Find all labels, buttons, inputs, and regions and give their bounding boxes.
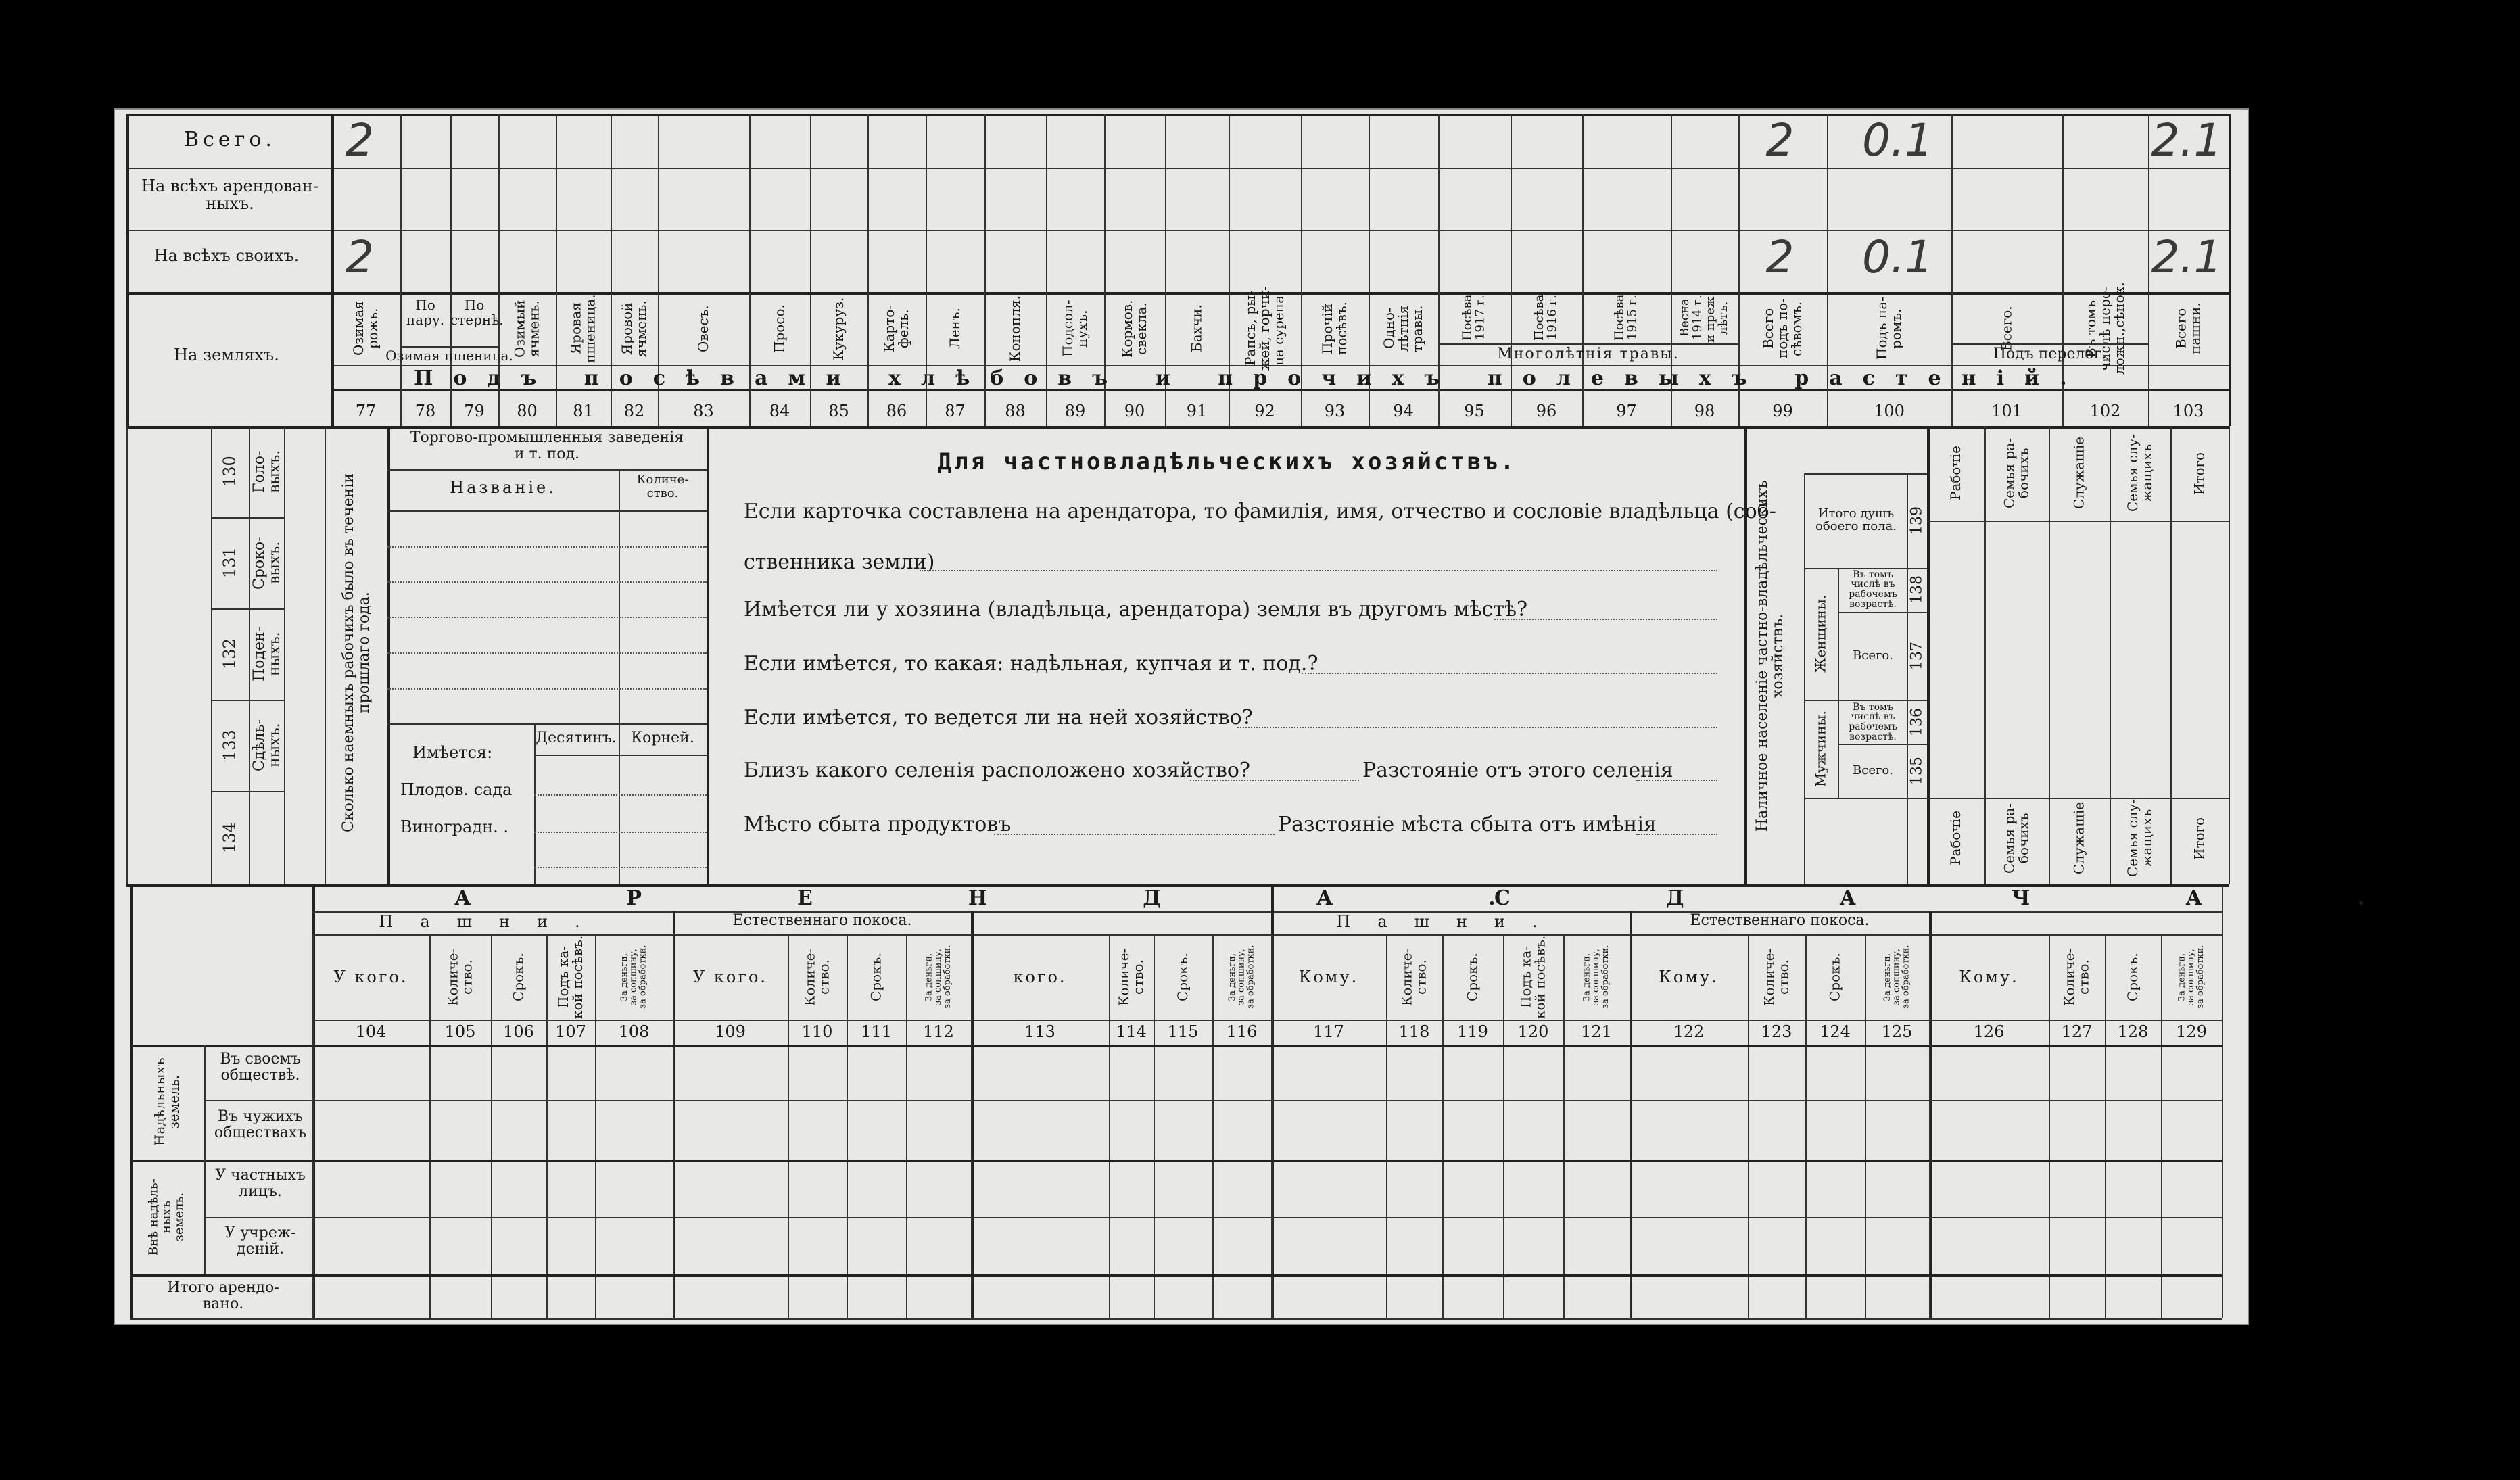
population-number: 136	[1908, 708, 1926, 736]
rule-line	[1951, 343, 2148, 345]
col-number: 100	[1874, 402, 1905, 421]
rule-line	[2110, 426, 2111, 884]
bottom-col-label: За деньги, за сопшину, за обработки.	[924, 945, 953, 1009]
bottom-col-label: Подъ ка- кой посѣвъ.	[555, 935, 586, 1019]
question-owner-b: ственника земли)	[744, 550, 935, 574]
rule-line	[1804, 473, 1805, 884]
rule-line	[1838, 612, 1927, 613]
worker-category-label: Рабочіе	[1947, 811, 1964, 866]
row-u-chastnykh: У частныхъ лицъ.	[215, 1167, 306, 1201]
workers-hired-label: Сколько наемныхъ рабочихъ было въ теченіи прошлаго года.	[339, 473, 373, 832]
rule-line	[1804, 700, 1927, 701]
private-estates-title: Для частновладѣльческихъ хозяйствъ.	[937, 448, 1517, 475]
col-number: 93	[1324, 402, 1346, 421]
worker-category-label: Итого	[2191, 452, 2208, 495]
rule-line	[619, 723, 620, 884]
rule-line	[387, 510, 707, 512]
rule-line	[1237, 727, 1717, 728]
rule-line	[130, 886, 133, 1318]
rule-line	[1927, 521, 2229, 522]
rule-line	[126, 426, 2229, 429]
bottom-col-number: 110	[801, 1022, 833, 1041]
pod-perelog-label: Подъ перелог.	[1993, 345, 2107, 362]
rule-line	[1804, 473, 1927, 475]
col-label: По пару.	[406, 297, 445, 328]
rule-line	[400, 114, 402, 426]
row-v-svoem: Въ своемъ обществѣ.	[220, 1051, 301, 1084]
rule-line	[387, 688, 707, 690]
rule-line	[1984, 426, 1986, 884]
col-number: 77	[355, 402, 377, 421]
livestock-number: 131	[220, 547, 239, 579]
bottom-col-number: 117	[1313, 1022, 1344, 1041]
col-label: Кормов. свекла.	[1119, 300, 1149, 358]
worker-category-label: Рабочіе	[1947, 446, 1964, 501]
pashni-label: Пашни.	[1336, 912, 1565, 931]
bottom-col-label: Количе- ство.	[444, 948, 475, 1006]
plodov-label: Плодов. сада	[400, 780, 513, 799]
bottom-col-label: За деньги, за сопшину, за обработки.	[1582, 945, 1611, 1009]
rule-line	[126, 168, 2229, 169]
arenda-label: АРЕНДА.	[454, 886, 1651, 910]
men-label: Мужчины.	[1812, 711, 1829, 788]
rule-line	[130, 1274, 2222, 1277]
col-label: Кукуруз.	[830, 297, 847, 360]
row-label-rented: На всѣхъ арендован- ныхъ.	[141, 176, 318, 214]
question-owner: Если карточка составлена на арендатора, то фамилія, имя, отчество и сословіе владѣльца (соб-	[744, 500, 1776, 523]
pashni-label: Пашни.	[379, 912, 607, 931]
bottom-col-label: Срокъ.	[1826, 953, 1843, 1001]
total-women-label: Всего.	[1853, 648, 1893, 663]
col-number: 101	[1991, 402, 2022, 421]
col-label: Карто- фель.	[881, 304, 911, 353]
trade-title: Торгово-промышленныя заведенія и т. под.	[410, 429, 684, 463]
worker-category-label: Семья слу- жащихъ	[2124, 799, 2155, 878]
bottom-col-label: Срокъ.	[1174, 953, 1191, 1001]
col-number: 91	[1186, 402, 1208, 421]
bottom-col-label: У кого.	[692, 968, 768, 986]
col-number: 94	[1393, 402, 1414, 421]
imeetsya-label: Имѣется:	[412, 743, 493, 762]
rule-line	[534, 794, 707, 796]
col-number: 78	[414, 402, 436, 421]
rule-line	[707, 426, 709, 884]
name-label: Названіе.	[450, 478, 556, 497]
rule-line	[2229, 114, 2231, 426]
question-village: Близъ какого селенія расположено хозяйство?	[744, 759, 1250, 782]
col-label: Конопля.	[1007, 295, 1023, 362]
worker-category-label: Семья ра- бочихъ	[2001, 803, 2032, 874]
bottom-col-number: 107	[555, 1022, 586, 1041]
rule-line	[1302, 673, 1717, 674]
row-label-lands: На земляхъ.	[174, 345, 279, 364]
col-number: 102	[2089, 402, 2121, 421]
col-label: Посѣва 1917 г.	[1460, 294, 1488, 341]
col-number: 85	[828, 402, 849, 421]
ozimaya-pshenitsa-label: Озимая пшеница.	[385, 348, 513, 364]
rule-line	[534, 755, 707, 756]
population-label: Наличное населеніе частно-владѣльческихъ хозяйствъ.	[1753, 480, 1786, 832]
rule-line	[126, 114, 129, 426]
bottom-col-label: Срокъ.	[510, 953, 527, 1001]
rule-line	[1636, 780, 1717, 781]
worker-category-label: Служащіе	[2070, 437, 2087, 510]
col-label: Посѣва 1916 г.	[1532, 294, 1559, 341]
row-label-total: Всего.	[184, 128, 276, 151]
rule-line	[534, 867, 707, 868]
rule-line	[2222, 934, 2223, 1318]
col-number: 97	[1616, 402, 1637, 421]
bottom-col-number: 121	[1581, 1022, 1612, 1041]
rule-line	[387, 617, 707, 618]
rule-line	[387, 652, 707, 654]
kornei-label: Корней.	[631, 730, 694, 746]
bottom-col-number: 106	[503, 1022, 534, 1041]
col-label: Посѣва 1915 г.	[1612, 294, 1640, 341]
col-number: 89	[1064, 402, 1086, 421]
bottom-col-label: У кого.	[333, 968, 408, 986]
handwritten-total-c: 0.1	[1862, 114, 1933, 166]
col-number: 83	[693, 402, 714, 421]
bottom-col-label: За деньги, за сопшину, за обработки.	[619, 945, 648, 1009]
bottom-col-number: 125	[1881, 1022, 1913, 1041]
rule-line	[211, 608, 284, 610]
col-label: Въ томъ числѣ пере- ложн.,сѣнок.	[2083, 282, 2127, 375]
rule-line	[1438, 343, 1738, 345]
worker-category-label: Служащіе	[2070, 802, 2087, 875]
bottom-col-label: Срокъ.	[867, 953, 884, 1001]
rule-line	[211, 517, 284, 519]
rule-line	[204, 1045, 206, 1274]
estestv-label: Естественнаго покоса.	[1690, 912, 1870, 929]
col-label: Прочій посѣвъ.	[1319, 302, 1350, 356]
bottom-col-number: 112	[923, 1022, 954, 1041]
population-number: 135	[1908, 757, 1926, 785]
handwritten-own-a: 2	[346, 231, 374, 283]
livestock-number: 132	[220, 638, 239, 670]
rule-line	[1929, 934, 1930, 1318]
bottom-col-number: 118	[1398, 1022, 1430, 1041]
col-label: Всего.	[1998, 306, 2015, 352]
bottom-col-number: 122	[1673, 1022, 1705, 1041]
worker-category-label: Семья ра- бочихъ	[2001, 437, 2032, 509]
bottom-col-number: 109	[715, 1022, 746, 1041]
col-label: Бахчи.	[1188, 304, 1205, 353]
rule-line	[971, 934, 972, 1318]
rule-line	[126, 426, 128, 884]
livestock-label: Сроко- выхъ.	[250, 536, 283, 590]
bottom-col-label: Количе- ство.	[1761, 948, 1792, 1006]
vinograd-label: Виноградн. .	[400, 817, 508, 836]
rule-line	[387, 723, 707, 725]
bottom-col-label: кого.	[1013, 968, 1067, 986]
rule-line	[1636, 834, 1717, 835]
col-label: Озимая рожь.	[350, 301, 381, 356]
population-number: 137	[1908, 642, 1926, 670]
col-label: Яровая пшеница.	[567, 294, 598, 363]
bottom-col-label: Кому.	[1298, 968, 1359, 986]
working-age-label: Въ томъ числѣ въ рабочемъ возрастѣ.	[1849, 701, 1897, 742]
row-itogo: Итого арендо- вано.	[167, 1279, 279, 1313]
col-label: Всего пашни.	[2172, 302, 2204, 355]
rule-line	[2170, 426, 2172, 884]
rule-line	[994, 834, 1275, 835]
rule-line	[2148, 114, 2149, 426]
rule-line	[204, 1045, 2222, 1047]
handwritten-own-c: 0.1	[1862, 231, 1933, 283]
livestock-label: Сдѣль- ныхъ.	[250, 719, 283, 772]
bottom-col-label: Подъ ка- кой посѣвъ.	[1517, 935, 1548, 1019]
bottom-col-number: 119	[1457, 1022, 1488, 1041]
col-label: Всего подъ по- сѣвомъ.	[1760, 298, 1805, 359]
rule-line	[387, 469, 707, 471]
census-card-sheet	[114, 108, 2520, 1325]
worker-category-label: Итого	[2191, 817, 2208, 860]
bottom-col-number: 111	[861, 1022, 892, 1041]
handwritten-total-b: 2	[1765, 114, 1794, 166]
qty-label: Количе- ство.	[636, 473, 689, 500]
bottom-col-number: 124	[1820, 1022, 1851, 1041]
total-souls-label: Итого душъ обоего пола.	[1815, 506, 1897, 533]
rule-line	[920, 570, 1717, 571]
col-label: По стернѣ.	[450, 297, 504, 328]
rule-line	[204, 1217, 2222, 1218]
col-number: 81	[573, 402, 594, 421]
livestock-number: 133	[220, 730, 239, 761]
rule-line	[312, 934, 2222, 936]
col-number: 98	[1694, 402, 1715, 421]
col-label: Просо.	[771, 304, 788, 353]
bottom-col-number: 108	[618, 1022, 650, 1041]
mnogoletnie-label: Многолѣтнія травы.	[1497, 345, 1680, 362]
working-age-label: Въ томъ числѣ въ рабочемъ возрастѣ.	[1849, 569, 1897, 610]
rule-line	[312, 934, 314, 1318]
bottom-col-label: Количе- ство.	[801, 948, 832, 1006]
rule-line	[331, 114, 334, 426]
bottom-col-number: 126	[1973, 1022, 2005, 1041]
question-distance-market: Разстояніе мѣста сбыта отъ имѣнія	[1278, 813, 1657, 836]
col-number: 82	[623, 402, 645, 421]
bottom-col-label: Количе- ство.	[2061, 948, 2092, 1006]
worker-category-label: Семья слу- жащихъ	[2124, 434, 2155, 512]
livestock-number: 134	[220, 822, 239, 853]
row-u-uchrezh: У учреж- деній.	[224, 1224, 296, 1258]
total-men-label: Всего.	[1853, 763, 1893, 778]
women-label: Женщины.	[1812, 594, 1829, 673]
estestv-label: Естественнаго покоса.	[732, 912, 912, 929]
bottom-col-label: Количе- ство.	[1116, 948, 1146, 1006]
bottom-col-number: 104	[355, 1022, 387, 1041]
bottom-col-label: За деньги, за сопшину, за обработки.	[1227, 945, 1256, 1009]
col-label: Одно- лѣтнія травы.	[1381, 305, 1425, 352]
handwritten-total-a: 2	[346, 114, 374, 166]
handwritten-own-b: 2	[1765, 231, 1794, 283]
desyatin-label: Десятинъ.	[536, 730, 617, 746]
question-market: Мѣсто сбыта продуктовъ	[744, 813, 1012, 836]
sdacha-label: СДАЧА.	[1494, 886, 2520, 910]
col-label: Рапсъ, ры- жей, горчи- ца сурепа.	[1242, 286, 1287, 371]
col-number: 79	[464, 402, 485, 421]
col-number: 92	[1254, 402, 1275, 421]
bottom-col-number: 116	[1226, 1022, 1258, 1041]
bottom-col-label: Кому.	[1959, 968, 2019, 986]
population-number: 138	[1908, 575, 1926, 604]
col-label: Озимый ячмень.	[511, 300, 542, 358]
col-number: 80	[517, 402, 538, 421]
handwritten-own-d: 2.1	[2151, 231, 2222, 283]
col-number: 90	[1124, 402, 1145, 421]
rule-line	[204, 1100, 2222, 1101]
nadelnykh-label: Надѣльныхъ земель.	[151, 1057, 182, 1147]
bottom-col-number: 128	[2117, 1022, 2149, 1041]
rule-line	[211, 791, 284, 792]
col-number: 103	[2172, 402, 2204, 421]
col-number: 84	[769, 402, 790, 421]
population-number: 139	[1908, 506, 1926, 535]
row-v-chuzhikh: Въ чужихъ обществахъ	[214, 1108, 307, 1142]
col-number: 86	[886, 402, 907, 421]
bottom-col-label: Срокъ.	[1464, 953, 1481, 1001]
bottom-col-number: 114	[1116, 1022, 1147, 1041]
rule-line	[2049, 426, 2050, 884]
bottom-col-label: Кому.	[1659, 968, 1719, 986]
rule-line	[387, 426, 390, 884]
rule-line	[673, 934, 674, 1318]
bottom-col-number: 113	[1024, 1022, 1055, 1041]
livestock-number: 130	[220, 456, 239, 487]
rule-line	[2229, 426, 2230, 884]
rule-line	[619, 469, 620, 723]
rule-line	[1271, 934, 1273, 1318]
banner-pod-posevami: Подъ посѣвами хлѣбовъ и прочихъ полевыхъ растеній.	[414, 366, 2087, 390]
bottom-col-label: За деньги, за сопшину, за обработки.	[1882, 945, 1911, 1009]
rule-line	[130, 1318, 2222, 1320]
col-label: Овесъ.	[695, 305, 711, 352]
rule-line	[130, 1160, 2222, 1162]
bottom-col-number: 115	[1167, 1022, 1199, 1041]
rule-line	[1838, 744, 1927, 745]
bottom-col-number: 120	[1517, 1022, 1549, 1041]
col-label: Ленъ.	[947, 308, 963, 350]
rule-line	[1494, 619, 1717, 620]
col-number: 87	[945, 402, 966, 421]
bottom-col-number: 129	[2176, 1022, 2207, 1041]
col-label: Яровой ячмень.	[619, 300, 649, 357]
col-number: 95	[1464, 402, 1485, 421]
livestock-label: Поден- ныхъ.	[250, 626, 283, 682]
col-number: 99	[1772, 402, 1793, 421]
vnenadel-label: Внѣ надѣль- ныхъ земель.	[146, 1178, 187, 1256]
bottom-col-label: Количе- ство.	[1398, 948, 1429, 1006]
rule-line	[1630, 934, 1631, 1318]
rule-line	[1838, 568, 1839, 798]
bottom-col-number: 127	[2061, 1022, 2093, 1041]
bottom-col-label: За деньги, за сопшину, за обработки.	[2177, 945, 2206, 1009]
col-number: 88	[1005, 402, 1026, 421]
row-label-own: На всѣхъ своихъ.	[153, 246, 300, 265]
col-label: Весна 1914 г. и преж. лѣтъ.	[1678, 292, 1730, 343]
col-label: Подъ па- ромъ.	[1874, 297, 1904, 360]
bottom-col-number: 123	[1761, 1022, 1792, 1041]
col-label: Подсол- нухъ.	[1060, 300, 1090, 358]
rule-line	[387, 546, 707, 548]
bottom-col-number: 105	[444, 1022, 476, 1041]
question-farming: Если имѣется, то ведется ли на ней хозяйство?	[744, 706, 1253, 730]
question-land-type: Если имѣется, то какая: надѣльная, купчая и т. под.?	[744, 652, 1318, 675]
rule-line	[211, 426, 212, 884]
rule-line	[534, 832, 707, 833]
handwritten-total-d: 2.1	[2151, 114, 2222, 166]
col-number: 96	[1536, 402, 1557, 421]
rule-line	[1190, 780, 1359, 781]
question-distance-village: Разстояніе отъ этого селенія	[1362, 759, 1673, 782]
livestock-label: Голо- выхъ.	[250, 450, 283, 494]
question-other-land: Имѣется ли у хозяина (владѣльца, арендатора) земля въ другомъ мѣстѣ?	[744, 598, 1528, 621]
bottom-col-label: Срокъ.	[2124, 953, 2141, 1001]
rule-line	[1804, 798, 1927, 799]
rule-line	[534, 723, 536, 884]
rule-line	[387, 581, 707, 583]
rule-line	[312, 1020, 2222, 1021]
rule-line	[211, 700, 284, 701]
